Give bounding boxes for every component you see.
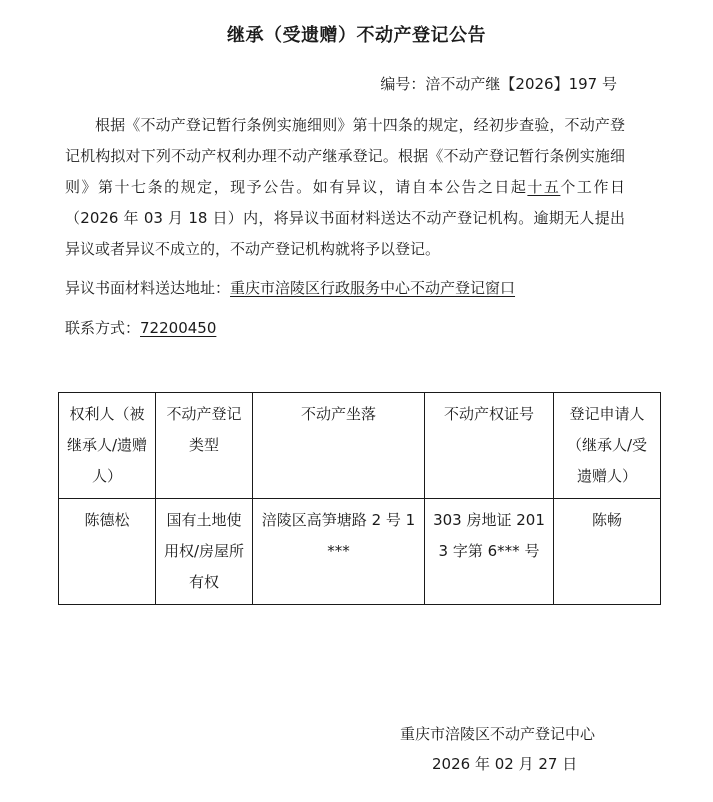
header-registration-type: 不动产登记类型 — [156, 393, 253, 499]
issuing-organization: 重庆市涪陵区不动产登记中心 — [400, 725, 596, 743]
cell-owner: 陈德松 — [59, 499, 156, 605]
contact-info — [65, 316, 216, 340]
page-title: 继承（受遗赠）不动产登记公告 — [227, 25, 486, 46]
contact-value: 72200450 — [140, 319, 217, 337]
cell-location: 涪陵区高笋塘路 2 号 1*** — [253, 499, 425, 605]
address-value: 重庆市涪陵区行政服务中心不动产登记窗口 — [230, 279, 516, 297]
paragraph-text-part1: 根据《不动产登记暂行条例实施细则》第十四条的规定，经初步查验，不动产登记机构拟对下列不动产权利办理不动产继承登记。根据《不动产登记暂行条例实施细则》第十七条的规定，现予公告。如有异议，请自本公告之日起 — [65, 116, 625, 196]
document-number-label: 编号： — [380, 75, 426, 93]
cell-applicant: 陈畅 — [554, 499, 661, 605]
objection-address — [65, 276, 515, 300]
cell-certificate-number: 303 房地证 2013 字第 6*** 号 — [425, 499, 554, 605]
table-row — [59, 499, 661, 605]
document-number-value: 涪不动产继【2026】197 号 — [425, 75, 617, 93]
issue-date: 2026 年 02 月 27 日 — [432, 755, 578, 773]
table-header-row — [59, 393, 661, 499]
document-number — [380, 72, 617, 96]
registration-table — [58, 392, 661, 605]
cell-registration-type: 国有土地使用权/房屋所有权 — [156, 499, 253, 605]
announcement-paragraph — [65, 110, 625, 265]
address-label: 异议书面材料送达地址： — [65, 279, 231, 297]
header-owner: 权利人（被继承人/遗赠人） — [59, 393, 156, 499]
registration-table-wrapper — [58, 392, 660, 605]
contact-label: 联系方式： — [65, 319, 141, 337]
header-applicant: 登记申请人（继承人/受遗赠人） — [554, 393, 661, 499]
header-location: 不动产坐落 — [253, 393, 425, 499]
objection-days: 十五 — [527, 178, 561, 196]
header-certificate-number: 不动产权证号 — [425, 393, 554, 499]
paragraph-text-part2: 个工作日（2026 年 03 月 18 日）内，将异议书面材料送达不动产登记机构。逾期无人提出异议或者异议不成立的，不动产登记机构就将予以登记。 — [65, 178, 625, 258]
